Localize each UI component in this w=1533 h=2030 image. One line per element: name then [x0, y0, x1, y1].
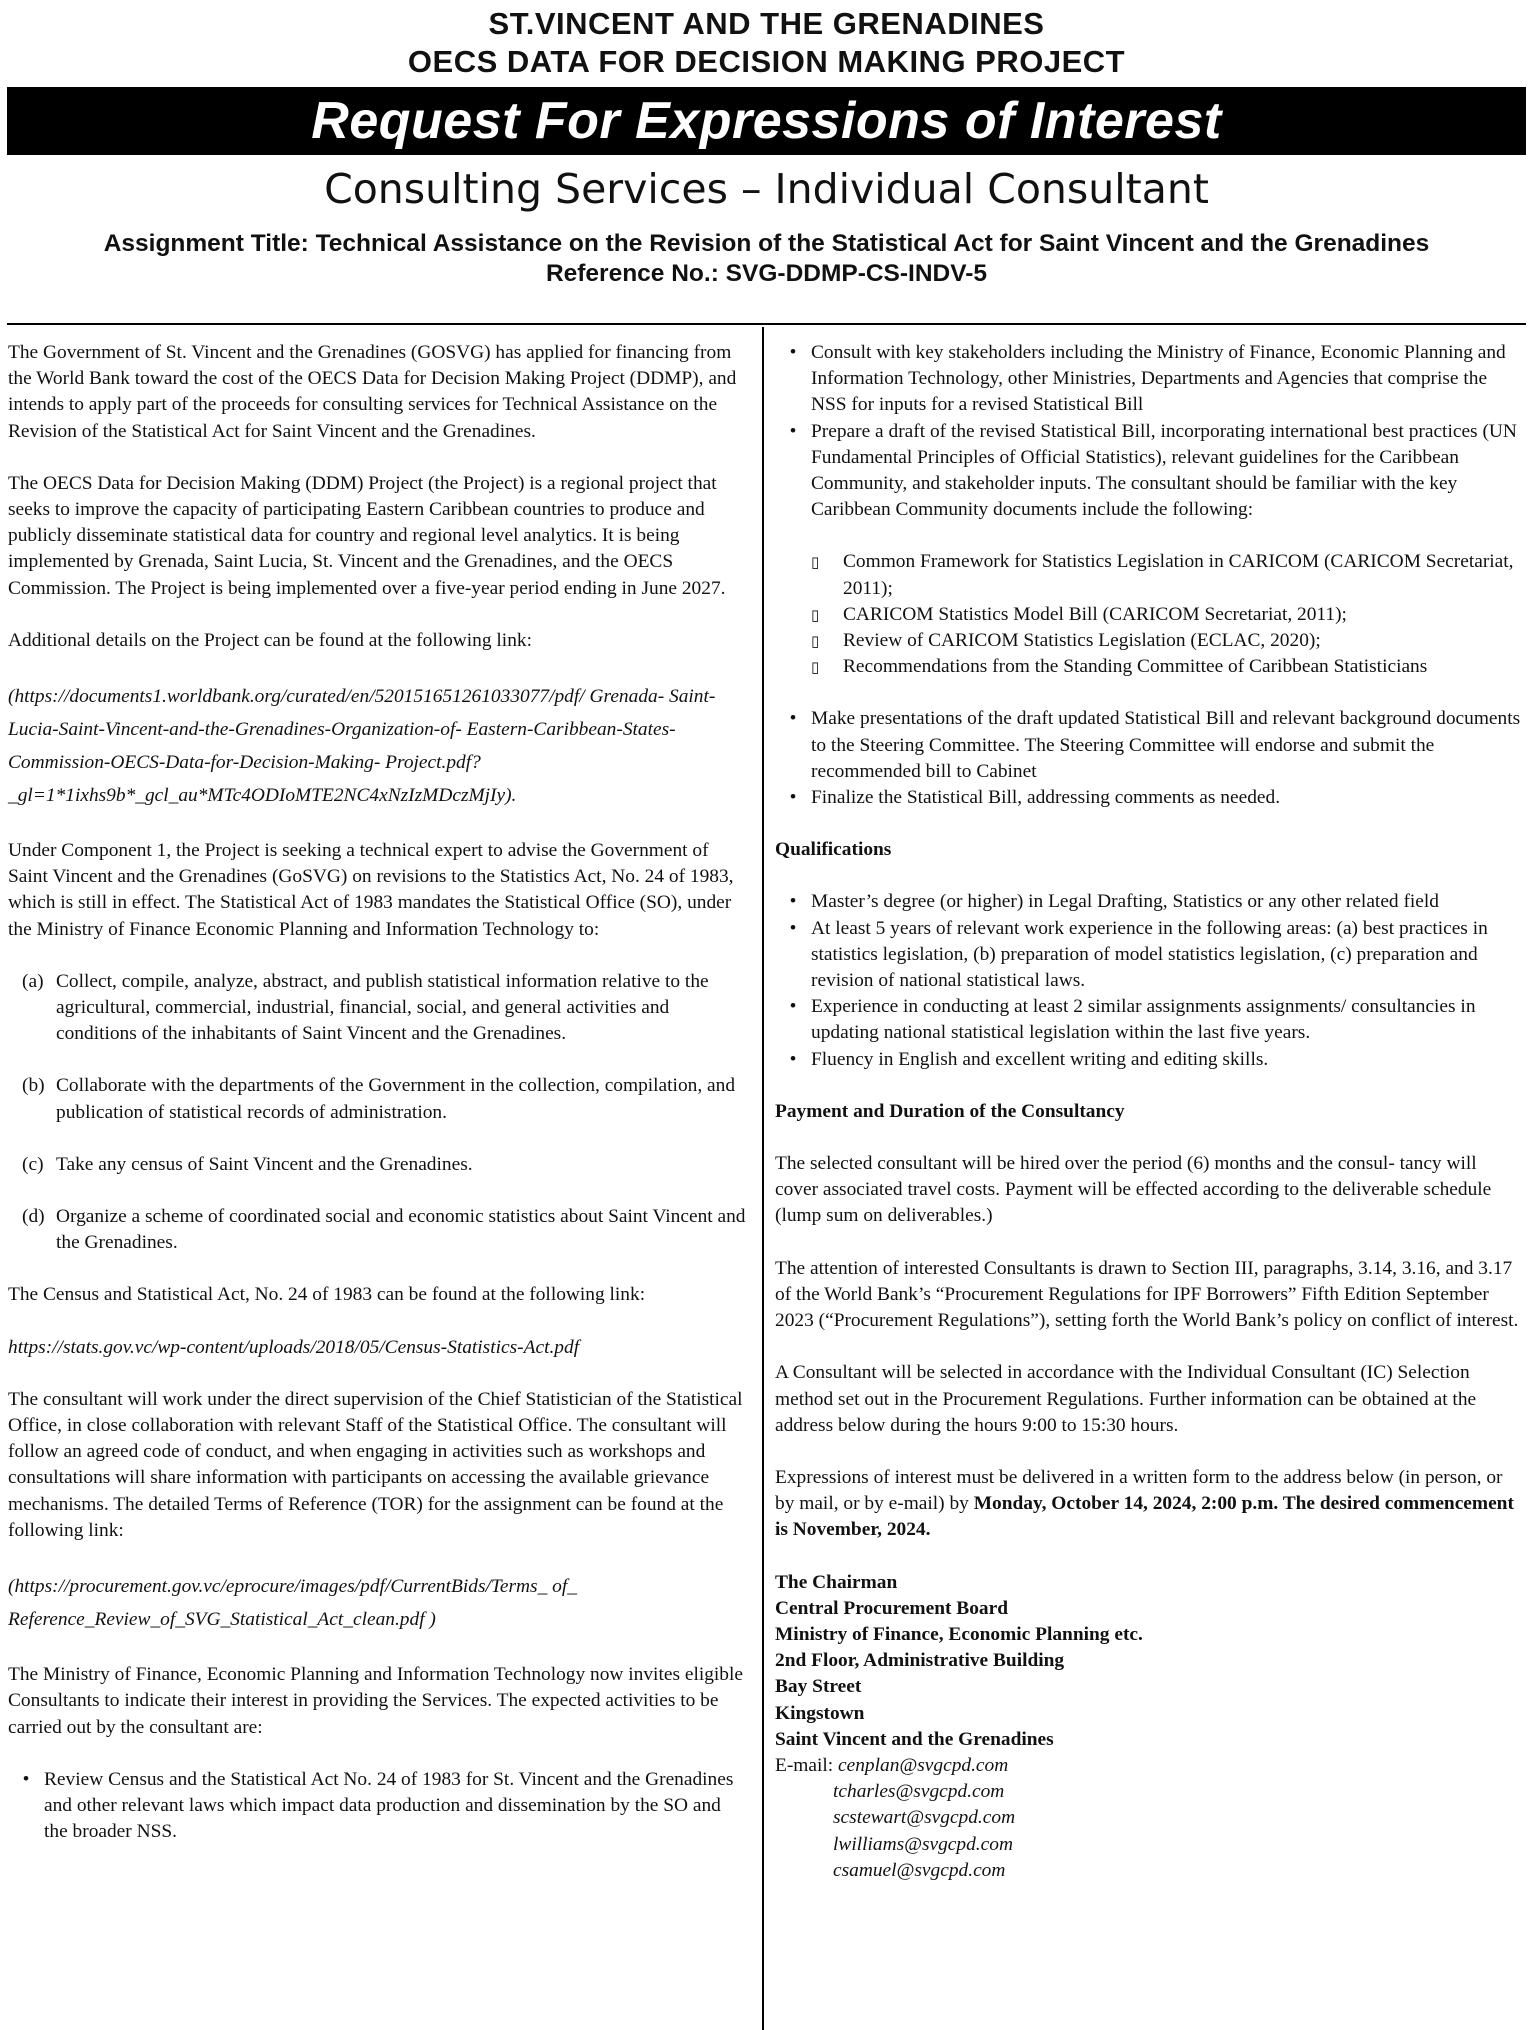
- item-text: Collaborate with the departments of the Government in the collection, compilation, and publication of statistical records of administration.: [56, 1075, 736, 1123]
- header-title: [0, 5, 1533, 81]
- bullet-item: [775, 706, 1523, 785]
- project-title: OECS DATA FOR DECISION MAKING PROJECT: [407, 44, 1126, 79]
- bullet-text: Master’s degree (or higher) in Legal Drafting, Statistics or any other related field: [811, 891, 1439, 913]
- square-bullet-icon: ▯: [811, 553, 820, 572]
- doc-item: [775, 628, 1523, 654]
- project-paragraph: The OECS Data for Decision Making (DDM) Project (the Project) is a regional project that seeks to improve the capacity of participating Eastern Caribbean countries to produce and publicly disseminate statistical data for country and regional level analytics. It is being implemented by Grenada, Saint Lucia, St. Vincent and the Grenadines, and the OECS Commission. The Project is being implemented over a five-year period ending in June 2027.: [8, 472, 726, 599]
- invitation-paragraph: The Ministry of Finance, Economic Planning and Information Technology now invites eligible Consultants to indicate their interest in providing the Services. The expected activities to be carried out by the consultant are:: [8, 1664, 743, 1738]
- act-paragraph: The Census and Statistical Act, No. 24 of 1983 can be found at the following link:: [8, 1284, 646, 1306]
- bullet-text: Finalize the Statistical Bill, addressing comments as needed.: [811, 787, 1281, 809]
- email-label: E-mail:: [775, 1754, 839, 1776]
- conflict-paragraph: The attention of interested Consultants is drawn to Section III, paragraphs, 3.14, 3.16, and 3.17 of the World Bank’s “Procurement Regulations for IPF Borrowers” Fifth Edition September 2023 (“Procurement Regulations”), setting forth the World Bank’s policy on conflict of interest.: [775, 1257, 1519, 1332]
- bullet-item: [775, 889, 1523, 915]
- email-link[interactable]: scstewart@svgcpd.com: [833, 1807, 1016, 1829]
- item-label: (a): [22, 970, 44, 992]
- bullet-icon: •: [22, 1768, 30, 1790]
- tor-link[interactable]: (https://procurement.gov.vc/eprocure/images/pdf/CurrentBids/Terms_ of_ Reference_Review_of_SVG_Statistical_Act_clean.pdf ): [8, 1576, 577, 1631]
- bullet-text: Consult with key stakeholders including the Ministry of Finance, Economic Planning and Information Technology, other Ministries, Departments and Agencies that comprise the NSS for inputs for a revised Statistical Bill: [811, 342, 1506, 416]
- subtitle: Consulting Services – Individual Consultant: [324, 165, 1209, 213]
- address-line: Kingstown: [775, 1702, 865, 1724]
- email-block: [775, 1753, 1523, 1884]
- list-item: [8, 1204, 748, 1256]
- column-divider: [762, 327, 764, 2030]
- doc-text: CARICOM Statistics Model Bill (CARICOM Secretariat, 2011);: [843, 603, 1347, 625]
- doc-item: [775, 549, 1523, 601]
- address-line: Bay Street: [775, 1676, 862, 1698]
- bullet-item: [775, 994, 1523, 1046]
- item-label: (d): [22, 1206, 45, 1228]
- bullet-text: Prepare a draft of the revised Statistical Bill, incorporating international best practices (UN Fundamental Principles of Official Statistics), relevant guidelines for the Caribbean Community, and stakeholder inputs. The consultant should be familiar with the key Caribbean Community documents include the following:: [811, 420, 1517, 521]
- list-item: [8, 1152, 748, 1178]
- rfei-banner: Request For Expressions of Interest: [7, 87, 1526, 155]
- email-link[interactable]: lwilliams@svgcpd.com: [833, 1833, 1013, 1855]
- email-link[interactable]: csamuel@svgcpd.com: [833, 1859, 1006, 1881]
- bullet-item: [775, 916, 1523, 995]
- stats-act-link[interactable]: https://stats.gov.vc/wp-content/uploads/2018/05/Census-Statistics-Act.pdf: [8, 1336, 580, 1358]
- doc-text: Common Framework for Statistics Legislation in CARICOM (CARICOM Secretariat, 2011);: [843, 551, 1514, 599]
- component-paragraph: Under Component 1, the Project is seeking a technical expert to advise the Government of Saint Vincent and the Grenadines (GoSVG) on revisions to the Statistics Act, No. 24 of 1983, which is still in effect. The Statistical Act of 1983 mandates the Statistical Office (SO), under the Ministry of Finance Economic Planning and Information Technology to:: [8, 840, 734, 940]
- item-text: Organize a scheme of coordinated social and economic statistics about Saint Vincent and the Grenadines.: [56, 1206, 746, 1254]
- assignment-title: Assignment Title: Technical Assistance on the Revision of the Statistical Act for Saint Vincent and the Grenadines: [103, 230, 1430, 257]
- square-bullet-icon: ▯: [811, 605, 820, 624]
- address-line: The Chairman: [775, 1571, 898, 1593]
- left-column: [8, 340, 748, 1845]
- email-link[interactable]: cenplan@svgcpd.com: [838, 1754, 1009, 1776]
- supervision-paragraph: The consultant will work under the direct supervision of the Chief Statistician of the Statistical Office, in close collaboration with relevant Staff of the Statistical Office. The consultant will follow an agreed code of conduct, and when engaging in activities such as workshops and consultations will share information with participants on accessing the available grievance mechanisms. The detailed Terms of Reference (TOR) for the assignment can be found at the following link:: [8, 1388, 743, 1541]
- bullet-item: [775, 785, 1523, 811]
- item-label: (b): [22, 1075, 45, 1097]
- email-link[interactable]: tcharles@svgcpd.com: [833, 1781, 1005, 1803]
- bullet-text: Review Census and the Statistical Act No. 24 of 1983 for St. Vincent and the Grenadines and other relevant laws which impact data production and dissemination by the SO and the broader NSS.: [44, 1768, 734, 1843]
- payment-paragraph: The selected consultant will be hired over the period (6) months and the consul- tancy will cover associated travel costs. Payment will be effected according to the deliverable schedule (lump sum on deliverables.): [775, 1153, 1492, 1227]
- address-line: 2nd Floor, Administrative Building: [775, 1650, 1065, 1672]
- doc-item: [775, 602, 1523, 628]
- bullet-text: At least 5 years of relevant work experience in the following areas: (a) best practices in statistics legislation, (b) preparation of model statistics legislation, (c) preparation and revision of national statistical laws.: [811, 917, 1488, 992]
- bullet-icon: •: [789, 420, 797, 442]
- item-text: Take any census of Saint Vincent and the Grenadines.: [56, 1153, 473, 1175]
- address-line: Ministry of Finance, Economic Planning etc.: [775, 1623, 1143, 1645]
- bullet-text: Experience in conducting at least 2 similar assignments assignments/ consultancies in updating national statistical legislation within the last five years.: [811, 996, 1476, 1044]
- reference-number: Reference No.: SVG-DDMP-CS-INDV-5: [545, 260, 988, 287]
- item-text: Collect, compile, analyze, abstract, and publish statistical information relative to the agricultural, commercial, industrial, financial, social, and general activities and conditions of the inhabitants of Saint Vincent and the Grenadines.: [56, 970, 709, 1045]
- doc-text: Review of CARICOM Statistics Legislation (ECLAC, 2020);: [843, 630, 1321, 652]
- bullet-icon: •: [789, 891, 797, 913]
- bullet-icon: •: [789, 708, 797, 730]
- bullet-item: [775, 340, 1523, 419]
- list-item: [8, 969, 748, 1048]
- item-label: (c): [22, 1153, 44, 1175]
- qualifications-heading: Qualifications: [775, 839, 892, 861]
- bullet-item: [8, 1767, 748, 1846]
- worldbank-link[interactable]: (https://documents1.worldbank.org/curated/en/520151651261033077/pdf/ Grenada- Saint-Lucia-Saint-Vincent-and-the-Grenadines-Organization-of- Eastern-Caribbean-States-Commission-OECS-Data-for-Decision-Making- Project.pdf?_gl=1*1ixhs9b*_gcl_au*MTc4ODIoMTE2NC4xNzIzMDczMjIy).: [8, 686, 716, 807]
- deadline-date: Monday, October 14, 2024, 2:00 p.m. The desired commencement is November, 2024.: [775, 1493, 1514, 1541]
- intro-paragraph: The Government of St. Vincent and the Grenadines (GOSVG) has applied for financing from the World Bank toward the cost of the OECS Data for Decision Making Project (DDMP), and intends to apply part of the proceeds for consulting services for Technical Assistance on the Revision of the Statistical Act for Saint Vincent and the Grenadines.: [8, 342, 737, 442]
- assignment-block: [0, 229, 1533, 289]
- address-line: Saint Vincent and the Grenadines: [775, 1728, 1054, 1750]
- bullet-item: [775, 1047, 1523, 1073]
- deadline-paragraph: [775, 1465, 1523, 1544]
- country-title: ST.VINCENT AND THE GRENADINES: [488, 6, 1045, 41]
- bullet-icon: •: [789, 787, 797, 809]
- bullet-icon: •: [789, 996, 797, 1018]
- square-bullet-icon: ▯: [811, 658, 820, 677]
- bullet-text: Fluency in English and excellent writing and editing skills.: [811, 1048, 1269, 1070]
- deadline-intro: Expressions of interest must be delivered in a written form to the address below (in person, or by mail, or by e-mail) by: [775, 1466, 1503, 1515]
- payment-heading: Payment and Duration of the Consultancy: [775, 1100, 1125, 1122]
- address-block: [775, 1570, 1523, 1753]
- doc-item: [775, 654, 1523, 680]
- doc-text: Recommendations from the Standing Committee of Caribbean Statisticians: [843, 656, 1428, 678]
- header-divider: [7, 323, 1526, 325]
- list-item: [8, 1073, 748, 1125]
- address-line: Central Procurement Board: [775, 1597, 1008, 1619]
- bullet-icon: •: [789, 342, 797, 363]
- square-bullet-icon: ▯: [811, 632, 820, 651]
- bullet-text: Make presentations of the draft updated Statistical Bill and relevant background documents to the Steering Committee. The Steering Committee will endorse and submit the recommended bill to Cabinet: [811, 708, 1521, 782]
- bullet-icon: •: [789, 1048, 797, 1070]
- details-paragraph: Additional details on the Project can be found at the following link:: [8, 629, 532, 651]
- bullet-icon: •: [789, 917, 797, 939]
- bullet-item: [775, 419, 1523, 524]
- right-column: [775, 340, 1523, 1884]
- selection-paragraph: A Consultant will be selected in accordance with the Individual Consultant (IC) Selection method set out in the Procurement Regulations. Further information can be obtained at the address below during the hours 9:00 to 15:30 hours.: [775, 1362, 1477, 1436]
